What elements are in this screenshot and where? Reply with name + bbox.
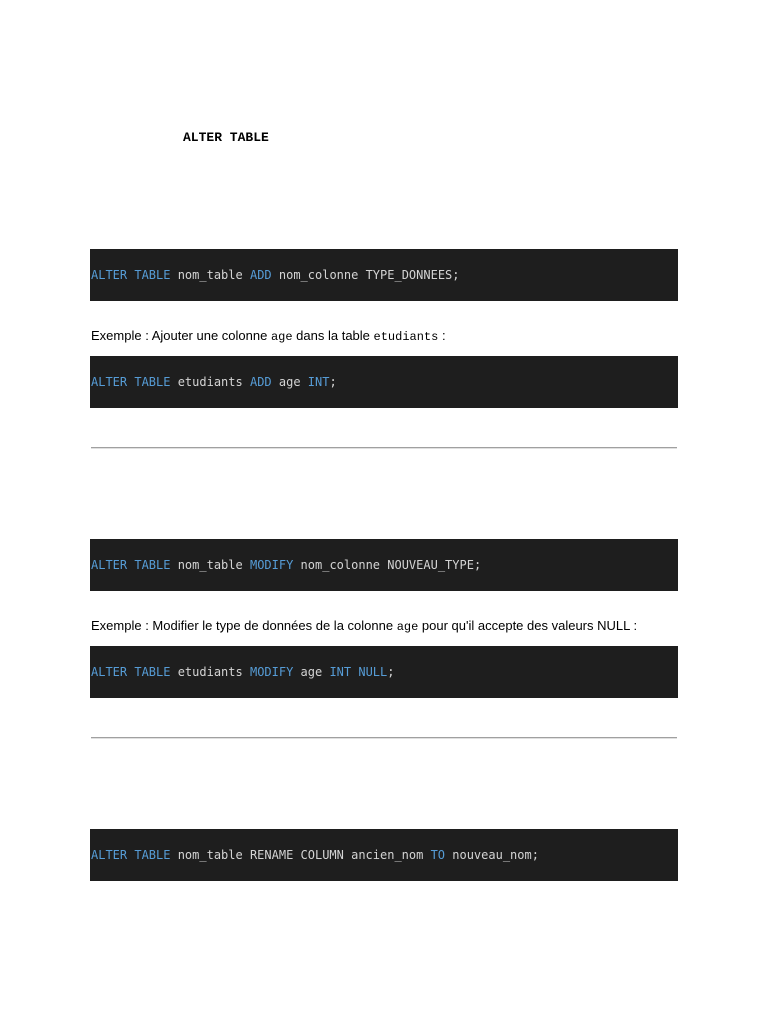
code-block-rename-syntax [90, 829, 678, 881]
divider [91, 737, 677, 739]
code-block-add-syntax [90, 249, 678, 301]
code-text: nom_colonne TYPE_DONNEES; [271, 268, 460, 282]
divider [91, 447, 677, 449]
keyword: ALTER TABLE [91, 375, 171, 389]
keyword: INT [307, 375, 330, 389]
code-block-modify-example [90, 646, 678, 698]
keyword: TO [430, 848, 446, 862]
code-text: age [293, 665, 330, 679]
code-block-add-example [90, 356, 678, 408]
page-heading: ALTER TABLE [183, 130, 269, 145]
code-text: etudiants [170, 665, 250, 679]
text: Exemple : Ajouter une colonne [91, 328, 271, 343]
keyword: ALTER TABLE [91, 268, 171, 282]
text: dans la table [292, 328, 374, 343]
keyword: ALTER TABLE [91, 848, 171, 862]
code-text: etudiants [170, 375, 250, 389]
inline-code: age [396, 620, 419, 634]
text: Exemple : Modifier le type de données de la colonne [91, 618, 397, 633]
inline-code: age [270, 330, 293, 344]
code-text: ; [329, 375, 337, 389]
code-text: nouveau_nom; [445, 848, 539, 862]
code-text: age [271, 375, 308, 389]
keyword: ALTER TABLE [91, 665, 171, 679]
code-text: nom_table [170, 558, 250, 572]
code-text: nom_colonne NOUVEAU_TYPE; [293, 558, 482, 572]
code-text: nom_table [170, 268, 250, 282]
keyword: INT NULL [329, 665, 388, 679]
keyword: ADD [249, 375, 272, 389]
text: : [438, 328, 446, 343]
code-text: ; [387, 665, 395, 679]
code-text: nom_table RENAME COLUMN ancien_nom [170, 848, 431, 862]
inline-code: etudiants [373, 330, 439, 344]
keyword: ALTER TABLE [91, 558, 171, 572]
text: pour qu'il accepte des valeurs NULL : [418, 618, 638, 633]
code-block-modify-syntax [90, 539, 678, 591]
keyword: MODIFY [249, 558, 294, 572]
example-description-add [91, 328, 446, 344]
example-description-modify [91, 618, 637, 634]
keyword: ADD [249, 268, 272, 282]
keyword: MODIFY [249, 665, 294, 679]
